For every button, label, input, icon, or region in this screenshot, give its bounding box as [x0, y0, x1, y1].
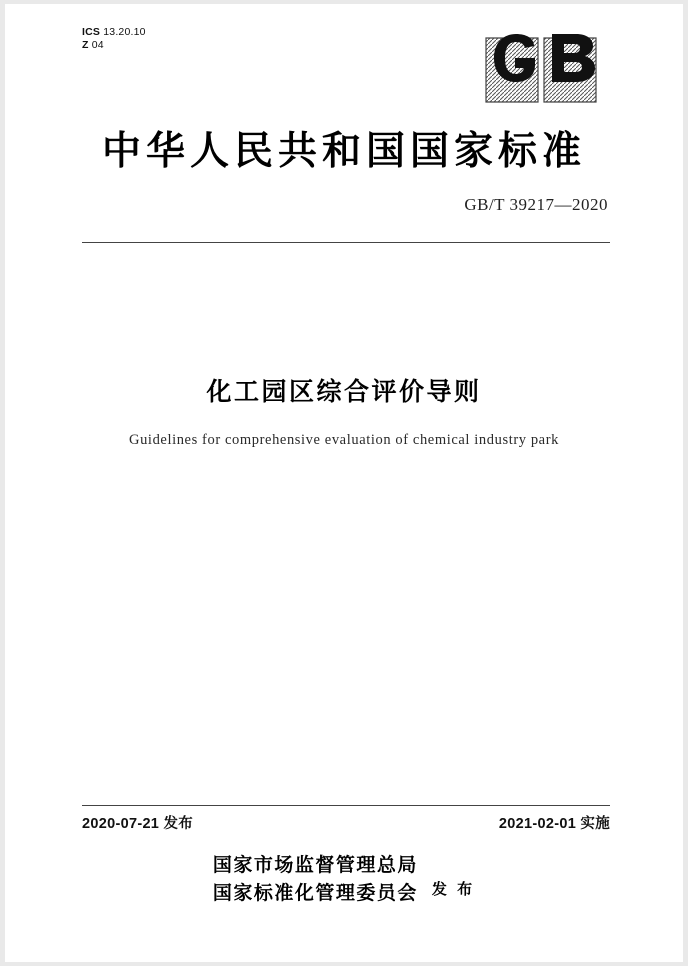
ics-label: ICS	[82, 26, 101, 38]
ics-classification-block	[82, 26, 146, 53]
publish-word: 发 布	[431, 881, 476, 899]
dates-row	[82, 812, 610, 833]
divider-top	[82, 242, 610, 243]
document-title-chinese: 化工园区综合评价导则	[206, 378, 482, 406]
divider-bottom	[82, 805, 610, 806]
page-edge-bottom	[0, 962, 688, 966]
ics-line	[82, 26, 146, 39]
issuer-name-primary: 国家市场监督管理总局	[212, 855, 418, 876]
standard-number: GB/T 39217—2020	[464, 195, 608, 214]
effective-date: 2021-02-01 实施	[498, 816, 610, 832]
document-title-english: Guidelines for comprehensive evaluation of chemical industry park	[129, 432, 559, 448]
gb-logo-icon	[480, 28, 610, 112]
ics-value: 13.20.10	[103, 26, 146, 38]
issue-date: 2020-07-21 发布	[82, 816, 194, 832]
classification-line	[82, 39, 146, 52]
issuer-name-secondary: 国家标准化管理委员会	[212, 882, 418, 904]
issuer-block	[0, 852, 688, 907]
classification-value: 04	[91, 39, 104, 52]
national-standard-title: 中华人民共和国国家标准	[101, 130, 586, 173]
issuer-names	[213, 852, 418, 907]
classification-label: Z	[82, 39, 89, 52]
page-edge-top	[0, 0, 688, 4]
